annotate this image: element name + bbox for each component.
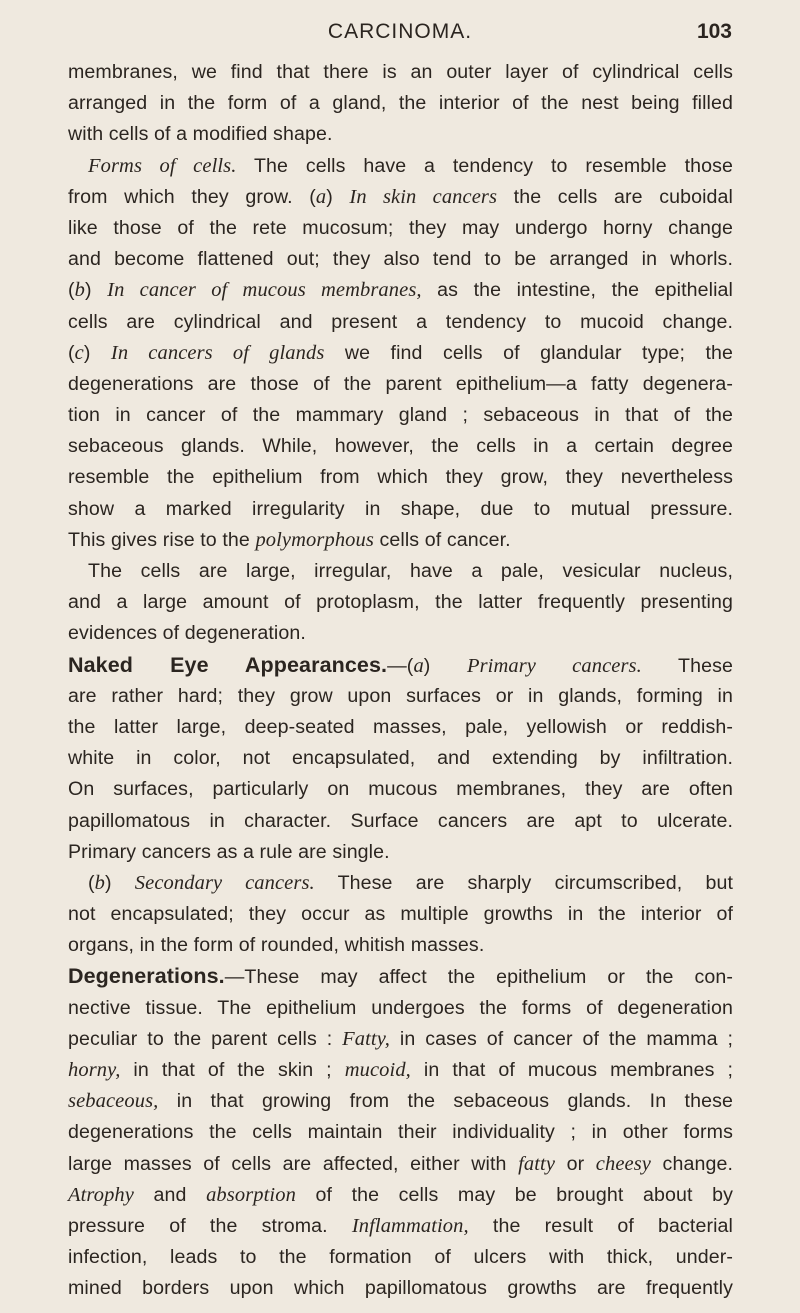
- text-segment: arranged in the form of a gland, the interior of the nest being filled: [68, 92, 733, 115]
- text-line: [68, 244, 733, 275]
- italic-text: Secondary cancers.: [134, 871, 315, 894]
- text-line: [68, 1024, 733, 1055]
- text-segment: This gives rise to the: [68, 528, 256, 551]
- text-segment: ): [326, 185, 350, 208]
- text-line: [68, 743, 733, 774]
- text-segment: as the intestine, the epithelial: [421, 279, 733, 302]
- text-line: [68, 806, 733, 837]
- text-segment: peculiar to the parent cells :: [68, 1027, 343, 1050]
- text-line: [68, 1273, 733, 1304]
- text-line: [68, 681, 733, 712]
- text-segment: and a large amount of protoplasm, the latter frequently presenting: [68, 591, 733, 614]
- text-segment: sebaceous glands. While, however, the cells in a certain degree: [68, 435, 733, 458]
- text-line: [68, 1149, 733, 1180]
- italic-text: a: [315, 185, 327, 208]
- italic-text: b: [94, 871, 105, 894]
- text-line: [68, 993, 733, 1024]
- text-line: [68, 88, 733, 119]
- text-line: [68, 1117, 733, 1148]
- italic-text: Primary cancers.: [466, 654, 642, 677]
- italic-text: sebaceous,: [68, 1090, 159, 1113]
- text-segment: ): [84, 279, 108, 302]
- text-line: [68, 930, 733, 961]
- text-segment: The cells have a tendency to resemble those: [236, 154, 734, 177]
- italic-text: Fatty,: [342, 1027, 391, 1050]
- italic-text: polymorphous: [255, 528, 374, 551]
- italic-text: absorption: [206, 1183, 296, 1206]
- text-line: [68, 400, 733, 431]
- text-line: [68, 899, 733, 930]
- text-segment: (: [88, 871, 95, 894]
- text-line: [68, 151, 733, 182]
- text-segment: mined borders upon which papillomatous growths are frequently: [68, 1277, 733, 1300]
- text-segment: nective tissue. The epithelium undergoes the forms of degeneration: [68, 996, 733, 1019]
- text-segment: change.: [651, 1152, 733, 1175]
- text-line: [68, 556, 733, 587]
- text-line: [68, 525, 733, 556]
- italic-text: mucoid,: [344, 1059, 411, 1081]
- text-line: [68, 1086, 733, 1117]
- text-segment: not encapsulated; they occur as multiple growths in the interior of: [68, 903, 733, 926]
- text-segment: papillomatous in character. Surface cancers are apt to ulcerate.: [68, 809, 733, 832]
- text-segment: in cases of cancer of the mamma ;: [390, 1027, 733, 1050]
- italic-text: c: [74, 341, 84, 364]
- italic-text: fatty: [518, 1152, 556, 1175]
- italic-text: In cancer of mucous membranes,: [107, 279, 422, 302]
- text-segment: the latter large, deep-seated masses, pale, yellowish or reddish-: [68, 715, 733, 738]
- text-segment: Primary cancers as a rule are single.: [68, 840, 390, 863]
- text-line: [68, 494, 733, 525]
- section-heading: Degenerations.: [68, 964, 225, 989]
- text-line: [68, 587, 733, 618]
- page-header: [68, 20, 732, 50]
- text-line: [68, 431, 733, 462]
- text-line: [68, 213, 733, 244]
- text-segment: in that of mucous membranes ;: [410, 1059, 733, 1081]
- text-line: [68, 1211, 733, 1242]
- text-line: [68, 338, 733, 369]
- italic-text: horny,: [68, 1059, 121, 1081]
- text-segment: tion in cancer of the mammary gland ; sebaceous in that of the: [68, 404, 733, 427]
- text-line: [68, 119, 733, 150]
- text-segment: with cells of a modified shape.: [68, 123, 333, 146]
- text-segment: membranes, we find that there is an outer layer of cylindrical cells: [68, 61, 733, 83]
- italic-text: Atrophy: [68, 1183, 134, 1206]
- text-segment: ): [83, 341, 111, 364]
- body-text: [68, 57, 733, 1305]
- text-segment: of the cells may be brought about by: [295, 1183, 733, 1206]
- text-line: [68, 57, 733, 88]
- italic-text: cheesy: [595, 1152, 651, 1175]
- text-line: [68, 712, 733, 743]
- text-segment: and: [133, 1183, 207, 1206]
- text-segment: evidences of degeneration.: [68, 622, 306, 645]
- text-segment: in that growing from the sebaceous glands. In these: [158, 1090, 733, 1113]
- text-line: [68, 618, 733, 649]
- text-segment: (: [68, 279, 75, 302]
- text-segment: These are sharply circumscribed, but: [314, 871, 733, 894]
- page-number: 103: [696, 20, 732, 43]
- text-line: [68, 275, 733, 306]
- running-title: CARCINOMA.: [327, 20, 473, 43]
- text-segment: degenerations the cells maintain their individuality ; in other forms: [68, 1121, 733, 1144]
- text-segment: white in color, not encapsulated, and extending by infiltration.: [68, 747, 733, 770]
- text-segment: These: [641, 654, 733, 677]
- text-line: [68, 650, 733, 681]
- italic-text: In skin cancers: [349, 185, 498, 208]
- text-segment: cells are cylindrical and present a tendency to mucoid change.: [68, 310, 733, 333]
- text-line: [68, 1180, 733, 1211]
- text-segment: like those of the rete mucosum; they may undergo horny change: [68, 216, 733, 239]
- text-segment: resemble the epithelium from which they grow, they nevertheless: [68, 466, 733, 489]
- text-line: [68, 961, 733, 992]
- text-segment: (: [68, 341, 75, 364]
- text-segment: in that of the skin ;: [120, 1059, 345, 1081]
- text-segment: ): [104, 871, 135, 894]
- text-segment: On surfaces, particularly on mucous membranes, they are often: [68, 778, 733, 801]
- text-segment: or: [555, 1152, 596, 1175]
- italic-text: b: [74, 279, 85, 302]
- italic-text: Forms of cells.: [88, 154, 237, 177]
- text-segment: from which they grow. (: [68, 185, 316, 208]
- text-segment: are rather hard; they grow upon surfaces or in glands, forming in: [68, 684, 733, 707]
- text-segment: —These may affect the epithelium or the con-: [224, 966, 733, 989]
- text-segment: organs, in the form of rounded, whitish masses.: [68, 934, 485, 957]
- text-segment: ): [423, 654, 467, 677]
- text-line: [68, 182, 733, 213]
- section-heading: Naked Eye Appearances.: [68, 652, 388, 677]
- text-segment: and become flattened out; they also tend to be arranged in whorls.: [68, 248, 733, 271]
- text-segment: —(: [387, 654, 414, 677]
- text-segment: the result of bacterial: [468, 1214, 734, 1237]
- italic-text: Inflammation,: [351, 1214, 469, 1237]
- italic-text: a: [413, 654, 424, 677]
- text-line: [68, 774, 733, 805]
- text-segment: we find cells of glandular type; the: [324, 341, 733, 364]
- text-line: [68, 462, 733, 493]
- text-segment: the cells are cuboidal: [497, 185, 733, 208]
- text-line: [68, 837, 733, 868]
- text-line: [68, 1055, 733, 1086]
- text-segment: infection, leads to the formation of ulcers with thick, under-: [68, 1246, 733, 1269]
- text-line: [68, 868, 733, 899]
- text-segment: degenerations are those of the parent epithelium—a fatty degenera-: [68, 372, 733, 395]
- text-segment: cells of cancer.: [373, 528, 511, 551]
- text-segment: show a marked irregularity in shape, due to mutual pressure.: [68, 497, 733, 520]
- text-segment: pressure of the stroma.: [68, 1214, 352, 1237]
- text-line: [68, 307, 733, 338]
- text-segment: large masses of cells are affected, either with: [68, 1152, 519, 1175]
- italic-text: In cancers of glands: [110, 341, 325, 364]
- text-line: [68, 1242, 733, 1273]
- text-line: [68, 369, 733, 400]
- text-segment: The cells are large, irregular, have a pale, vesicular nucleus,: [88, 560, 733, 582]
